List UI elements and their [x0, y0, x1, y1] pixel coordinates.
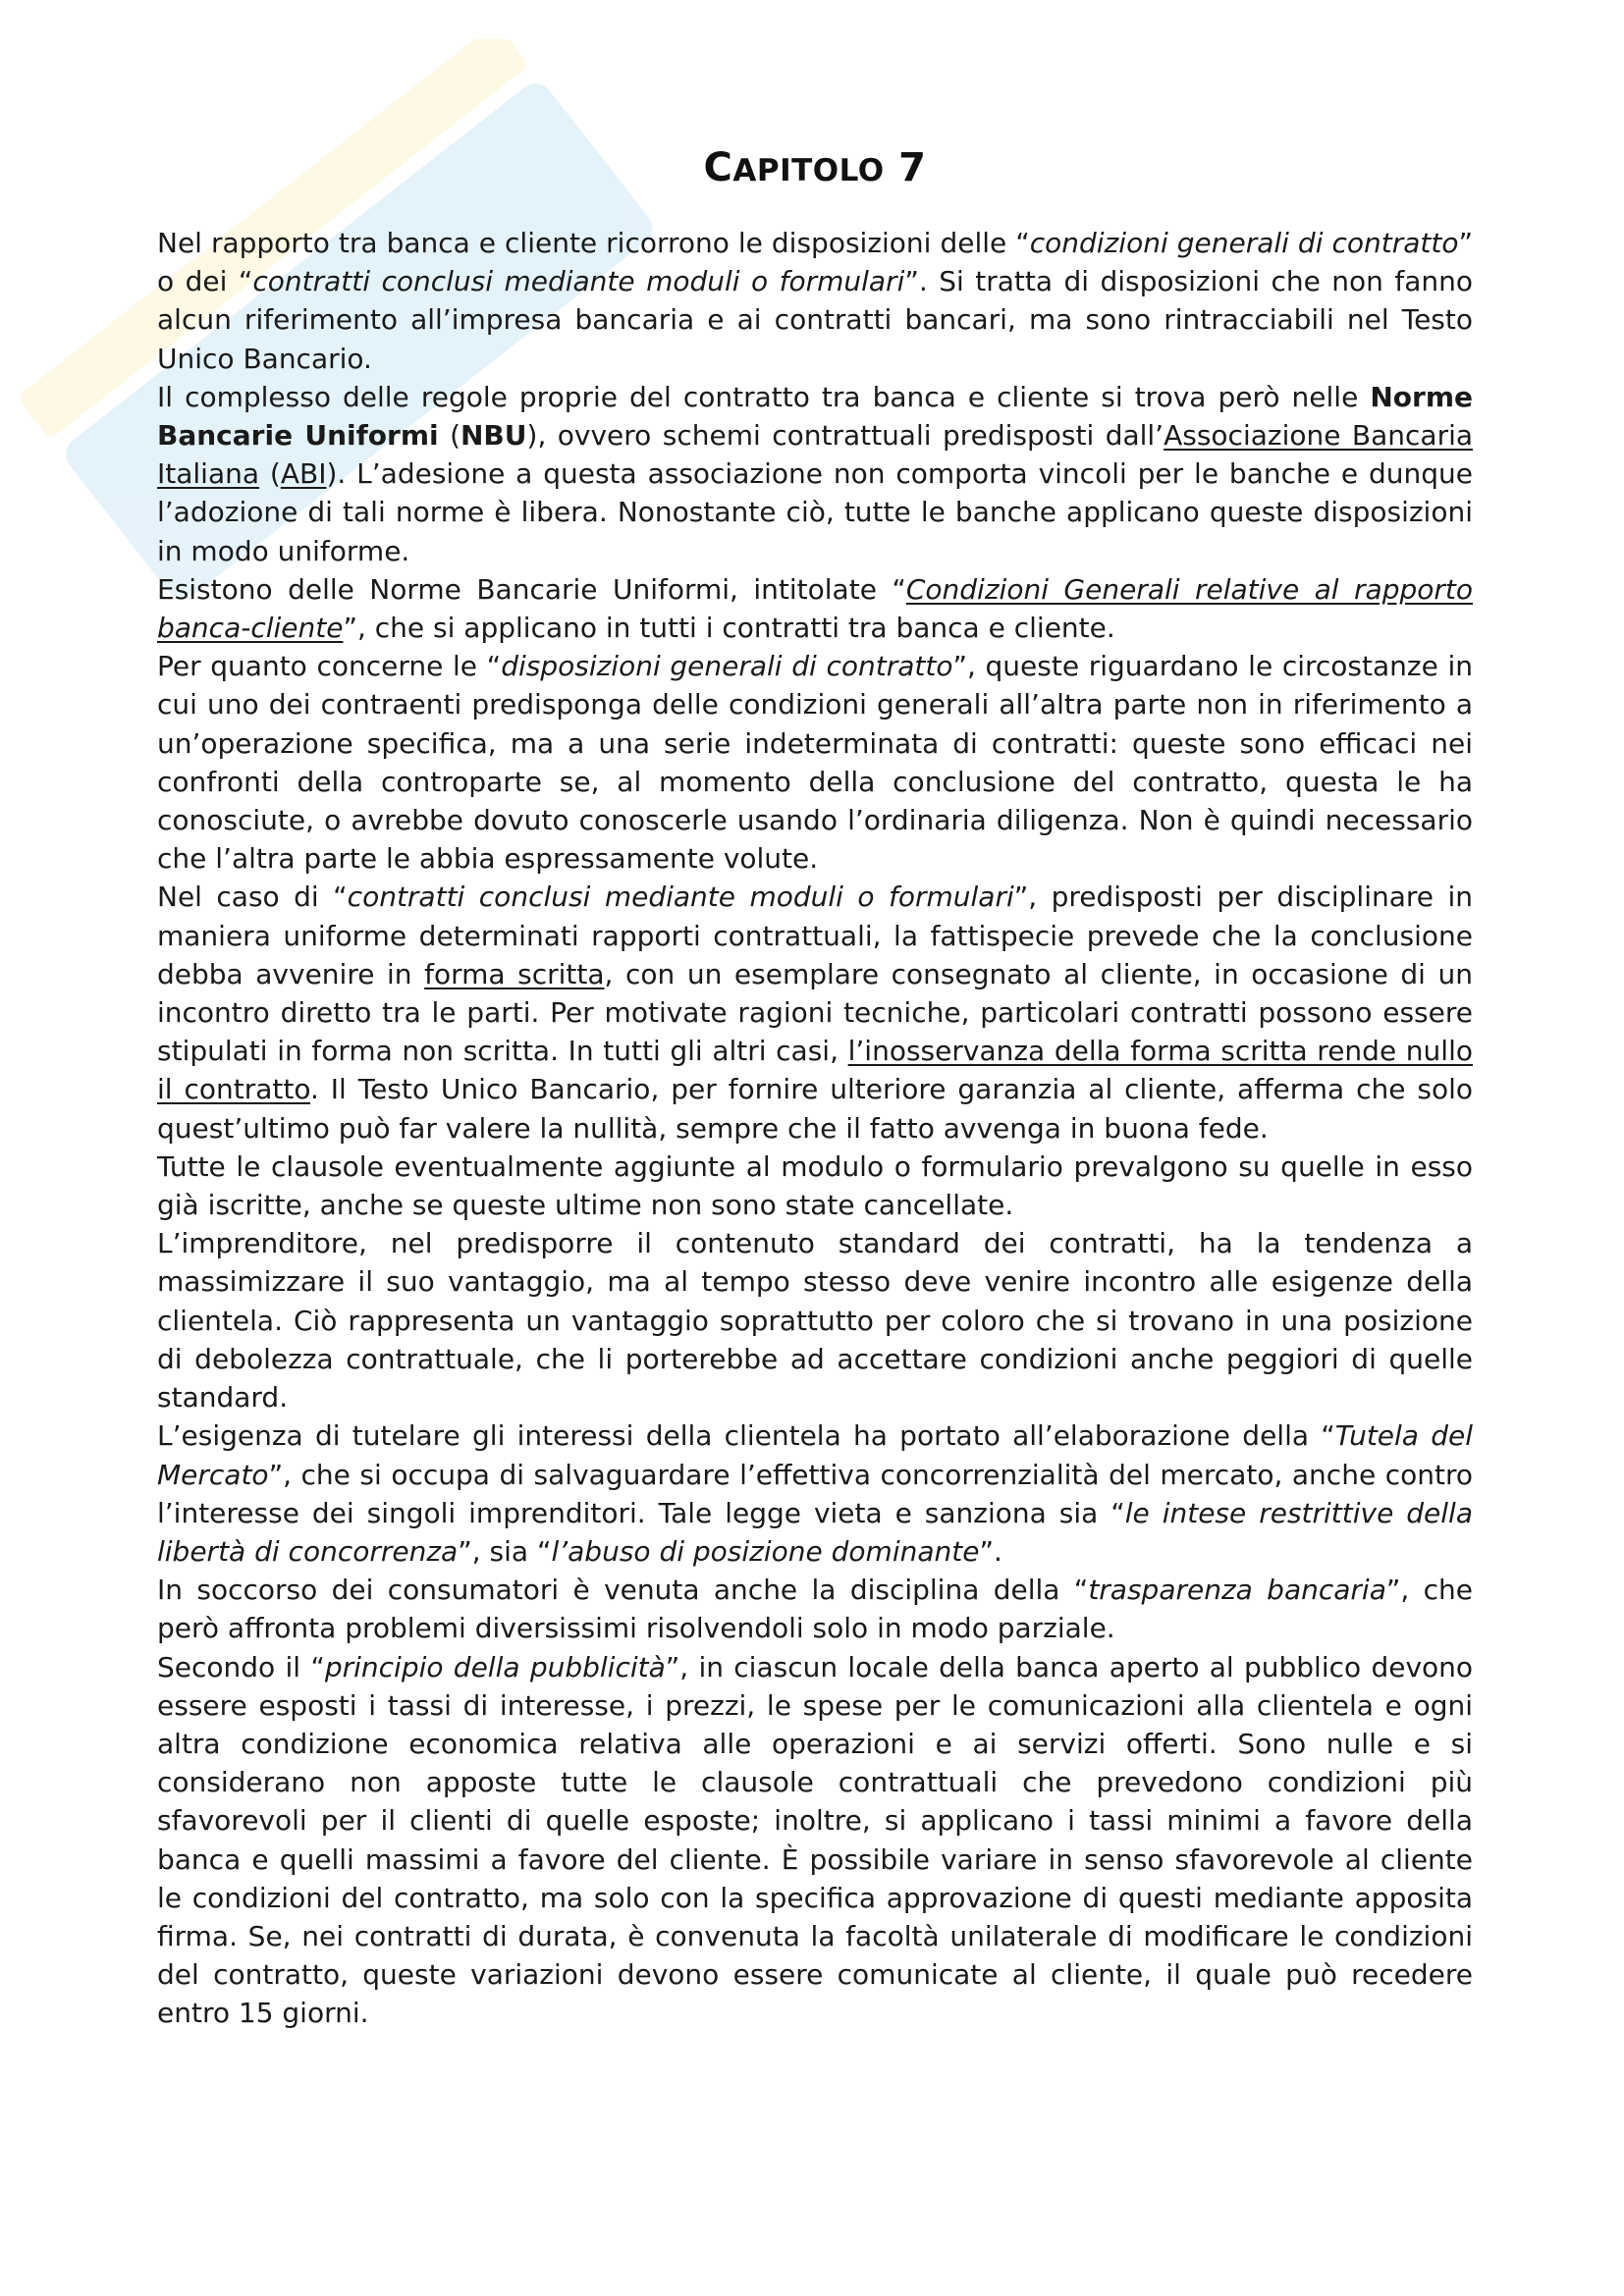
paragraph: In soccorso dei consumatori è venuta anche la disciplina della “trasparenza bancaria”, che però affronta problemi diversissimi risolvendoli solo in modo parziale.: [157, 1574, 1473, 1645]
paragraph: L’esigenza di tutelare gli interessi della clientela ha portato all’elaborazione della “Tutela del Mercato”, che si occupa di salvaguardare l’effettiva concorrenzialità del mercato, anche contro l’interesse dei singoli imprenditori. Tale legge vieta e sanziona sia “le intese restrittive della libertà di concorrenza”, sia “l’abuso di posizione dominante”.: [157, 1419, 1473, 1568]
paragraph: Tutte le clausole eventualmente aggiunte al modulo o formulario prevalgono su quelle in esso già iscritte, anche se queste ultime non sono state cancellate.: [157, 1149, 1473, 1222]
chapter-title: CAPITOLO 7: [703, 145, 927, 190]
paragraph: Nel caso di “contratti conclusi mediante moduli o formulari”, predisposti per disciplinare in maniera uniforme determinati rapporti contrattuali, la fattispecie prevede che la conclusione debba avvenire in forma scritta, con un esemplare consegnato al cliente, in occasione di un incontro diretto tra le parti. Per motivate ragioni tecniche, particolari contratti possono essere stipulati in forma non scritta. In tutti gli altri casi, l’inosservanza della forma scritta rende nullo il contratto. Il Testo Unico Bancario, per fornire ulteriore garanzia al cliente, afferma che solo quest’ultimo può far valere la nullità, sempre che il fatto avvenga in buona fede.: [157, 881, 1474, 1145]
document-page: [157, 145, 1473, 2033]
paragraph: Nel rapporto tra banca e cliente ricorrono le disposizioni delle “condizioni generali di contratto” o dei “contratti conclusi mediante moduli o formulari”. Si tratta di disposizioni che non fanno alcun riferimento all’impresa bancaria e ai contratti bancari, ma sono rintracciabili nel Testo Unico Bancario.: [157, 227, 1474, 375]
paragraph: Secondo il “principio della pubblicità”, in ciascun locale della banca aperto al pubblico devono essere esposti i tassi di interesse, i prezzi, le spese per le comunicazioni alla clientela e ogni altra condizione economica relativa alle operazioni e ai servizi offerti. Sono nulle e si considerano non apposte tutte le clausole contrattuali che prevedono condizioni più sfavorevoli per il clienti di quelle esposte; inoltre, si applicano i tassi minimi a favore della banca e quelli massimi a favore del cliente. È possibile variare in senso sfavorevole al cliente le condizioni del contratto, ma solo con la specifica approvazione di questi mediante apposita firma. Se, nei contratti di durata, è convenuta la facoltà unilaterale di modificare le condizioni del contratto, queste variazioni devono essere comunicate al cliente, il quale può recedere entro 15 giorni.: [157, 1650, 1474, 2030]
paragraph: Il complesso delle regole proprie del contratto tra banca e cliente si trova però nelle Norme Bancarie Uniformi (NBU), ovvero schemi contrattuali predisposti dall’Associazione Bancaria Italiana (ABI). L’adesione a questa associazione non comporta vincoli per le banche e dunque l’adozione di tali norme è libera. Nonostante ciò, tutte le banche applicano queste disposizioni in modo uniforme.: [157, 380, 1474, 567]
document-body: [157, 224, 1473, 2033]
paragraph: Esistono delle Norme Bancarie Uniformi, intitolate “Condizioni Generali relative al rapporto banca-cliente”, che si applicano in tutti i contratti tra banca e cliente.: [157, 572, 1473, 645]
paragraph: Per quanto concerne le “disposizioni generali di contratto”, queste riguardano le circostanze in cui uno dei contraenti predisponga delle condizioni generali all’altra parte non in riferimento a un’operazione specifica, ma a una serie indeterminata di contratti: queste sono efficaci nei confronti della controparte se, al momento della conclusione del contratto, questa le ha conosciute, o avrebbe dovuto conoscerle usando l’ordinaria diligenza. Non è quindi necessario che l’altra parte le abbia espressamente volute.: [157, 650, 1474, 876]
paragraph: L’imprenditore, nel predisporre il contenuto standard dei contratti, ha la tendenza a massimizzare il suo vantaggio, ma al tempo stesso deve venire incontro alle esigenze della clientela. Ciò rappresenta un vantaggio soprattutto per coloro che si trovano in una posizione di debolezza contrattuale, che li porterebbe ad accettare condizioni anche peggiori di quelle standard.: [157, 1227, 1473, 1415]
